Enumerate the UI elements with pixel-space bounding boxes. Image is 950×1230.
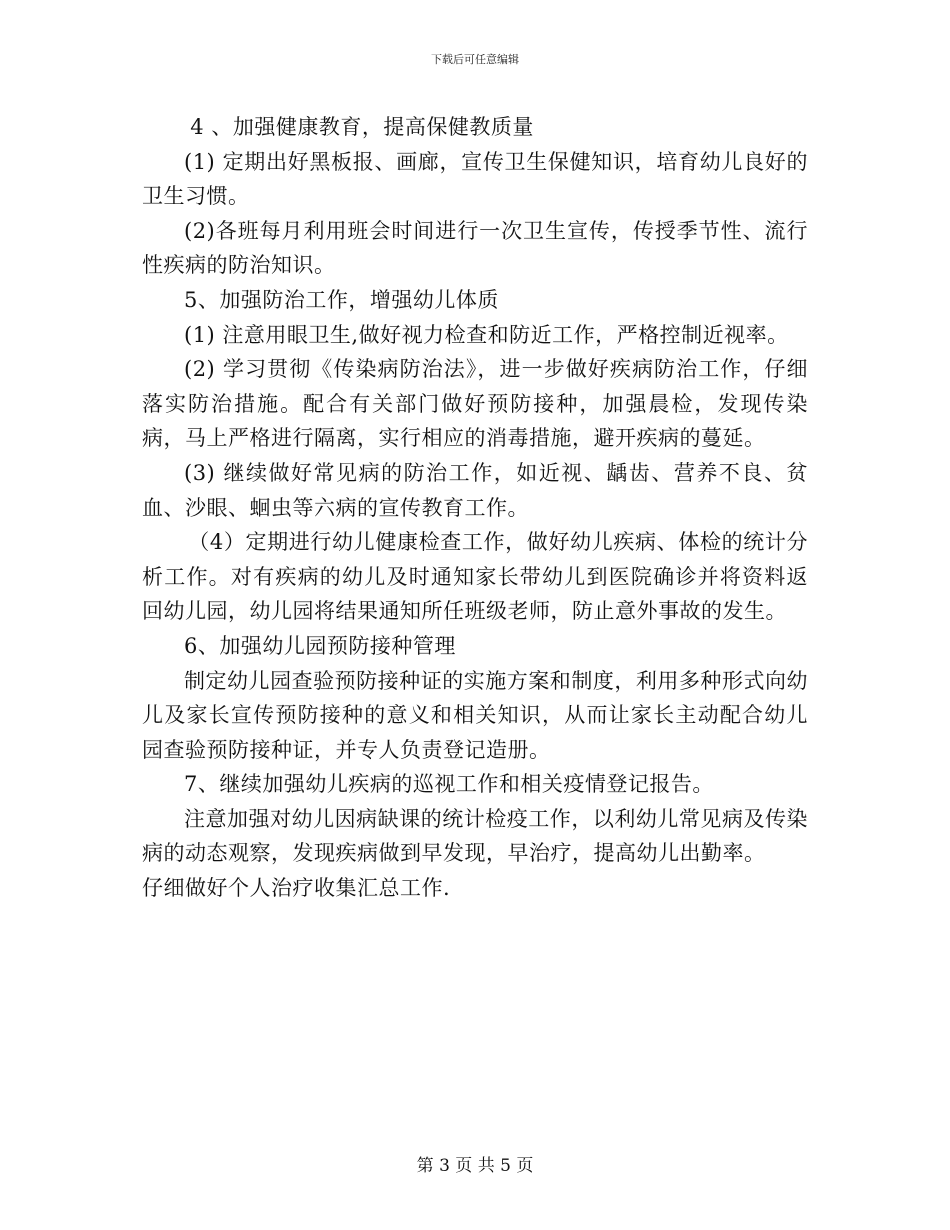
paragraph-7-closing: 仔细做好个人治疗收集汇总工作. [142,876,451,901]
paragraph-7-body: 注意加强对幼儿因病缺课的统计检疫工作，以利幼儿常见病及传染病的动态观察，发现疾病做到早发现，早治疗，提高幼儿出勤率。 [142,806,808,866]
paragraph-4-2: (2)各班每月利用班会时间进行一次卫生宣传，传授季节性、流行性疾病的防治知识。 [142,218,808,278]
page-number: 第 3 页 共 5 页 [416,1156,534,1176]
paragraph-5-1: (1) 注意用眼卫生,做好视力检查和防近工作，严格控制近视率。 [184,322,789,347]
paragraph-6-body: 制定幼儿园查验预防接种证的实施方案和制度，利用多种形式向幼儿及家长宣传预防接种的意义和相关知识，从而让家长主动配合幼儿园查验预防接种证，并专人负责登记造册。 [142,668,808,762]
paragraph-4-1: (1) 定期出好黑板报、画廊，宣传卫生保健知识，培育幼儿良好的卫生习惯。 [142,149,808,209]
section-heading-6: 6、加强幼儿园预防接种管理 [184,633,456,658]
document-body [142,110,808,906]
paragraph-5-4: （4）定期进行幼儿健康检查工作，做好幼儿疾病、体检的统计分析工作。对有疾病的幼儿及时通知家长带幼儿到医院确诊并将资料返回幼儿园，幼儿园将结果通知所任班级老师，防止意外事故的发生。 [142,530,808,624]
section-heading-7: 7、继续加强幼儿疾病的巡视工作和相关疫情登记报告。 [184,772,714,797]
section-heading-4: 4 、加强健康教育，提高保健教质量 [190,115,534,139]
paragraph-5-2: (2) 学习贯彻《传染病防治法》，进一步做好疾病防治工作，仔细落实防治措施。配合有关部门做好预防接种，加强晨检，发现传染病，马上严格进行隔离，实行相应的消毒措施，避开疾病的蔓延。 [142,357,808,451]
section-heading-5: 5、加强防治工作，增强幼儿体质 [184,287,499,312]
paragraph-5-3: (3) 继续做好常见病的防治工作，如近视、龋齿、营养不良、贫血、沙眼、蛔虫等六病的宣传教育工作。 [142,460,808,520]
page-header: 下载后可任意编辑 [431,53,519,66]
